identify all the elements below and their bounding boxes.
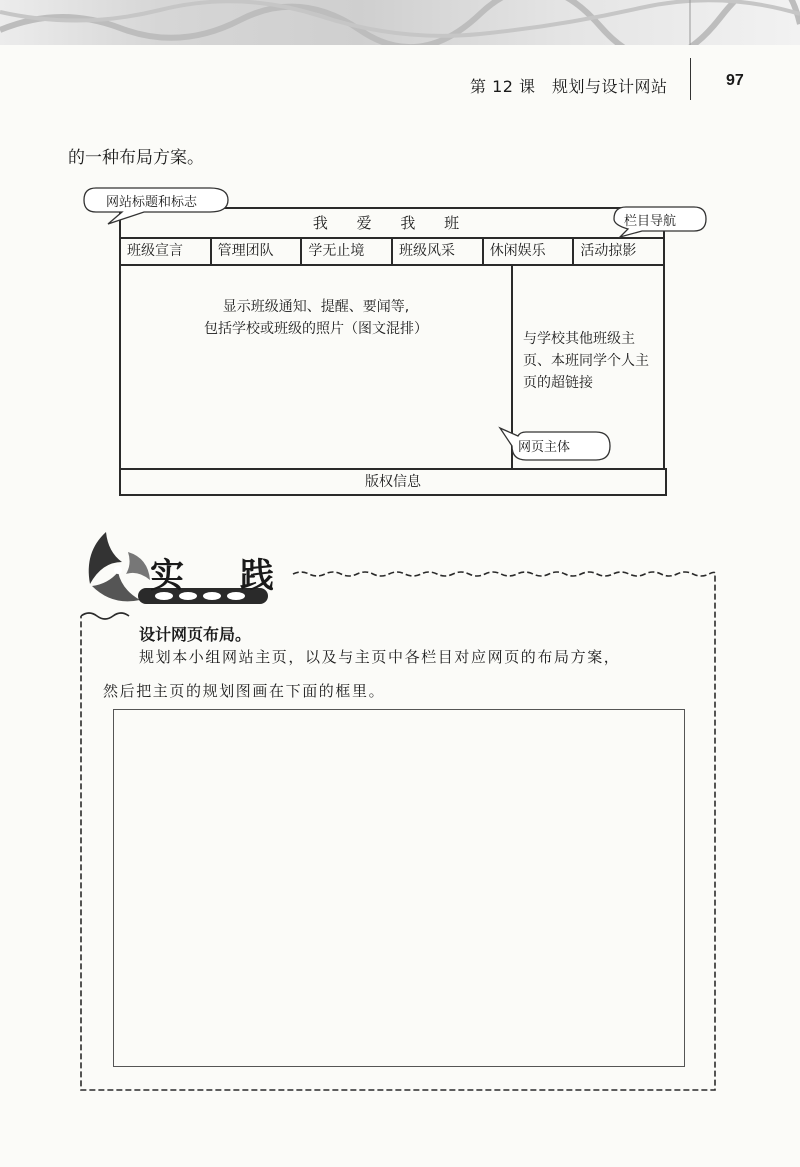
nav-bar xyxy=(119,239,665,266)
nav-item-5: 休闲娱乐 xyxy=(484,239,575,264)
main-content-area xyxy=(119,264,513,470)
main-text-line2: 包括学校或班级的照片（图文混排） xyxy=(204,321,428,337)
task-description-line2: 然后把主页的规划图画在下面的框里。 xyxy=(103,682,386,700)
page-number: 97 xyxy=(726,72,744,89)
callout-body-label: 网页主体 xyxy=(518,440,571,455)
task-heading: 设计网页布局。 xyxy=(139,625,252,644)
header-divider xyxy=(690,58,691,100)
callout-nav-label: 栏目导航 xyxy=(624,214,677,229)
page-top-decoration xyxy=(0,0,800,45)
main-content-text xyxy=(121,296,511,340)
main-text-line1: 显示班级通知、提醒、要闻等, xyxy=(222,299,410,315)
copyright-text: 版权信息 xyxy=(365,474,421,490)
callout-nav xyxy=(612,205,708,235)
copyright-footer-bar xyxy=(119,468,667,496)
decorative-pattern xyxy=(0,0,800,45)
practice-title: 实 践 xyxy=(150,556,296,596)
side-link-text: 与学校其他班级主页、本班同学个人主页的超链接 xyxy=(523,331,649,391)
nav-item-4: 班级风采 xyxy=(393,239,484,264)
callout-body xyxy=(496,426,614,462)
lesson-title: 第 12 课 规划与设计网站 xyxy=(470,77,668,96)
callout-site-title-label: 网站标题和标志 xyxy=(106,195,198,210)
nav-item-2: 管理团队 xyxy=(212,239,303,264)
site-title-text: 我 爱 我 班 xyxy=(312,214,472,232)
drawing-frame[interactable] xyxy=(113,709,685,1067)
task-description-line1: 规划本小组网站主页，以及与主页中各栏目对应网页的布局方案， xyxy=(139,648,621,666)
intro-text: 的一种布局方案。 xyxy=(68,148,204,168)
callout-site-title xyxy=(82,186,232,216)
nav-item-3: 学无止境 xyxy=(302,239,393,264)
nav-item-1: 班级宣言 xyxy=(121,239,212,264)
nav-item-6: 活动掠影 xyxy=(580,243,637,259)
